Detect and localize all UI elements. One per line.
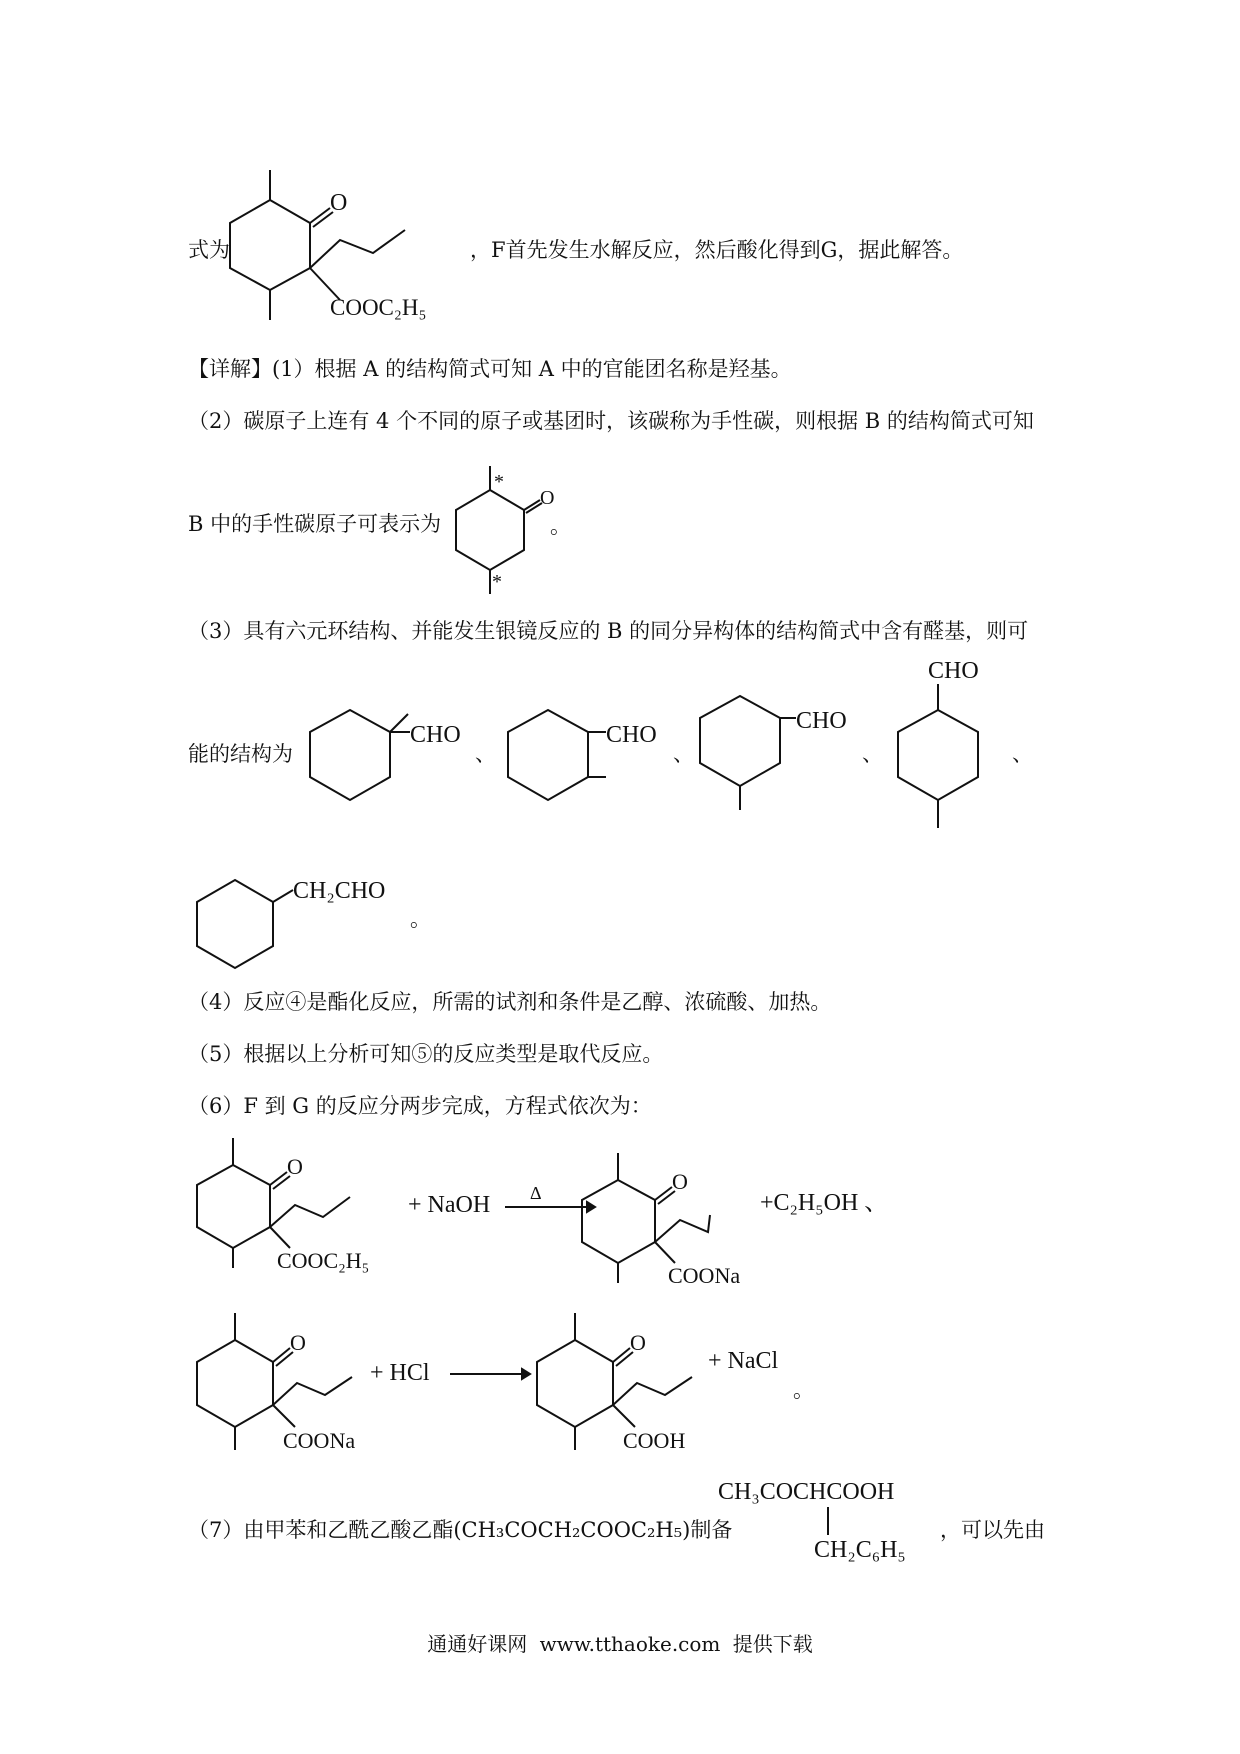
eq1-product-structure [580, 1145, 780, 1288]
ester-label: COOC₂H₅ [330, 295, 427, 320]
heat-label: Δ [530, 1183, 542, 1203]
isomer-3-structure [700, 688, 860, 813]
carboxylate-label: COONa [668, 1263, 741, 1288]
eq2-arrow [450, 1368, 530, 1380]
intro-suffix: ，F首先发生水解反应，然后酸化得到G，据此解答。 [470, 238, 964, 262]
acid-label: COOH [623, 1428, 686, 1453]
isomer-5-structure [195, 870, 415, 980]
isomer-sep-2: 、 [673, 742, 694, 766]
footer-site: 通通好课网 [427, 1632, 528, 1656]
chiral-star-top: * [494, 471, 504, 493]
detail-p1: 【详解】(1）根据 A 的结构简式可知 A 中的官能团名称是羟基。 [188, 357, 792, 381]
target-main-chain: CH₃COCHCOOH [718, 1479, 895, 1505]
footer-note: 提供下载 [732, 1632, 813, 1656]
ketone-o-label: O [290, 1330, 306, 1355]
eq2-product-structure [535, 1305, 735, 1455]
detail-p5: （5）根据以上分析可知⑤的反应类型是取代反应。 [188, 1042, 664, 1066]
eq2-product2: + NaCl [708, 1348, 779, 1374]
detail-p2b: B 中的手性碳原子可表示为 [188, 512, 442, 536]
isomer-sep-4: 、 [1012, 742, 1033, 766]
eq1-reactant-structure [195, 1130, 415, 1273]
cho-label: CHO [410, 722, 461, 748]
ketone-o-label: O [330, 190, 348, 216]
detail-p3: （3）具有六元环结构、并能发生银镜反应的 B 的同分异构体的结构简式中含有醛基，则可 [188, 619, 1029, 643]
detail-p3b: 能的结构为 [188, 742, 293, 766]
eq1-product2: +C₂H₅OH 、 [760, 1190, 889, 1216]
isomer-sep-1: 、 [475, 742, 496, 766]
isomer-sep-3: 、 [862, 742, 883, 766]
isomer-2-structure [508, 700, 678, 810]
ketone-o-label: O [630, 1330, 646, 1355]
ester-label: COOC₂H₅ [277, 1248, 370, 1273]
page-footer [0, 1628, 1240, 1657]
eq2-reagent: + HCl [370, 1360, 430, 1386]
carboxylate-label: COONa [283, 1428, 356, 1453]
ch2cho-label: CH₂CHO [293, 878, 386, 904]
target-side-chain: CH₂C₆H₅ [814, 1537, 906, 1563]
eq1-reagent: + NaOH [408, 1192, 491, 1218]
detail-p7b: ，可以先由 [940, 1518, 1045, 1542]
detail-p2: （2）碳原子上连有 4 个不同的原子或基团时，该碳称为手性碳，则根据 B 的结构简式可知 [188, 409, 1034, 433]
cho-label: CHO [606, 722, 657, 748]
ketone-o-label: O [540, 487, 555, 509]
detail-p3-end: 。 [410, 907, 431, 931]
cho-label: CHO [796, 708, 847, 734]
detail-p7a: （7）由甲苯和乙酰乙酸乙酯(CH₃COCH₂COOC₂H₅)制备 [188, 1518, 733, 1542]
detail-p4: （4）反应④是酯化反应，所需的试剂和条件是乙醇、浓硫酸、加热。 [188, 990, 832, 1014]
eq2-end: 。 [793, 1378, 814, 1402]
f-ester-structure [230, 160, 470, 320]
intro-prefix: 式为 [188, 238, 230, 262]
ketone-o-label: O [672, 1169, 688, 1194]
footer-url[interactable]: www.tthaoke.com [539, 1632, 721, 1656]
detail-p6: （6）F 到 G 的反应分两步完成，方程式依次为： [188, 1094, 652, 1118]
chiral-star-bottom: * [492, 571, 502, 593]
ketone-o-label: O [287, 1154, 303, 1179]
isomer-4-structure [898, 658, 1018, 838]
isomer-1-structure [310, 700, 480, 810]
cho-label: CHO [928, 658, 979, 684]
target-product-structure [718, 1475, 948, 1570]
eq2-reactant-structure [195, 1305, 395, 1455]
detail-p2-end: 。 [550, 514, 571, 538]
